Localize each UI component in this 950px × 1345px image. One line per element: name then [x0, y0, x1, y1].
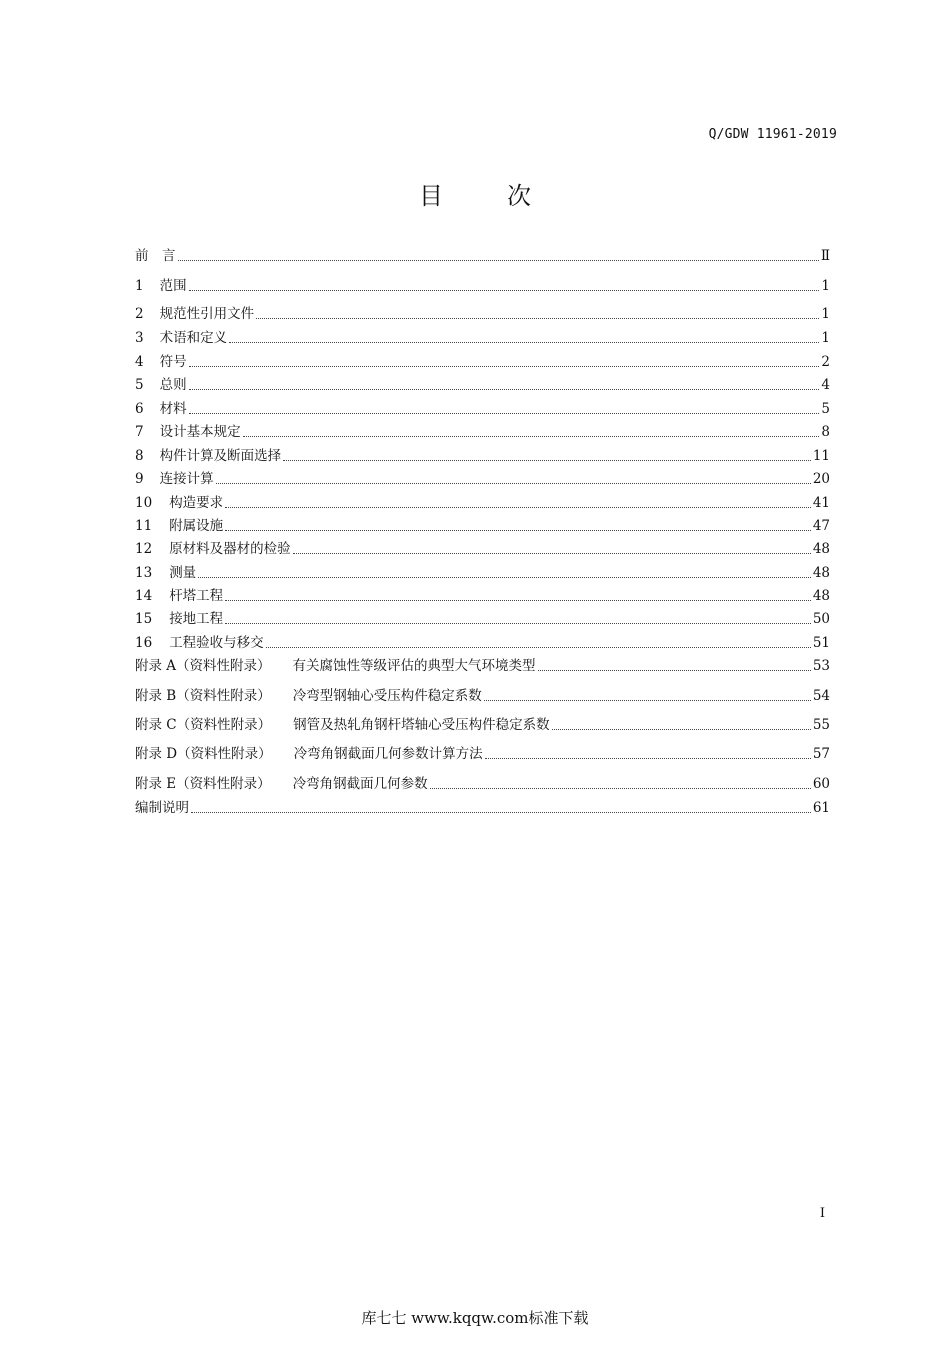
toc-dot-leader — [189, 289, 820, 291]
toc-title-part1: 目 — [419, 182, 443, 210]
toc-entry-page: 61 — [812, 800, 830, 816]
toc-entry[interactable] — [135, 774, 830, 794]
toc-entry-label: 编制说明 — [135, 800, 189, 816]
page-number: I — [819, 1206, 825, 1221]
toc-entry-page: 47 — [812, 518, 830, 534]
toc-entry-label: 附录 E（资料性附录） — [135, 776, 271, 792]
toc-dot-leader — [189, 365, 820, 367]
toc-entry-label: 原材料及器材的检验 — [169, 541, 291, 557]
toc-dot-leader — [198, 576, 811, 578]
toc-entry-label: 附录 C（资料性附录） — [135, 717, 272, 733]
toc-entry-page: 1 — [821, 278, 830, 294]
toc-entry[interactable] — [135, 246, 830, 266]
toc-dot-leader — [538, 669, 811, 671]
toc-entry[interactable] — [135, 539, 830, 559]
toc-entry-number: 1 — [135, 278, 144, 294]
toc-entry-label: 连接计算 — [159, 471, 214, 487]
toc-entry[interactable] — [135, 633, 830, 653]
toc-entry[interactable] — [135, 586, 830, 606]
toc-entry[interactable] — [135, 516, 830, 536]
toc-entry-number: 3 — [135, 330, 144, 346]
toc-entry-label: 材料 — [159, 401, 187, 417]
toc-entry-number: 13 — [135, 565, 153, 581]
toc-entry-page: 11 — [812, 448, 830, 464]
toc-entry-page: 2 — [821, 354, 830, 370]
toc-entry-label: 构件计算及断面选择 — [159, 448, 282, 464]
toc-dot-leader — [283, 459, 811, 461]
toc-entry-label: 规范性引用文件 — [159, 306, 255, 322]
toc-entry-number: 4 — [135, 354, 144, 370]
toc-entry-page: 48 — [812, 565, 830, 581]
toc-entry-appendix-title: 钢管及热轧角钢杆塔轴心受压构件稳定系数 — [293, 717, 550, 733]
toc-entry[interactable] — [135, 304, 830, 324]
toc-entry-number: 14 — [135, 588, 153, 604]
toc-entry-appendix-title: 冷弯角钢截面几何参数计算方法 — [293, 746, 483, 762]
toc-dot-leader — [430, 787, 811, 789]
toc-entry-label: 设计基本规定 — [159, 424, 241, 440]
toc-entry-page: 57 — [812, 746, 830, 762]
toc-dot-leader — [225, 529, 811, 531]
toc-entry-number: 11 — [135, 518, 153, 534]
toc-dot-leader — [189, 412, 820, 414]
toc-entry[interactable] — [135, 744, 830, 764]
toc-entry-label: 附录 D（资料性附录） — [135, 746, 272, 762]
toc-dot-leader — [229, 341, 819, 343]
toc-entry-label: 工程验收与移交 — [169, 635, 264, 651]
toc-entry-page: 41 — [812, 495, 830, 511]
toc-entry[interactable] — [135, 352, 830, 372]
toc-entry-label: 总则 — [159, 377, 187, 393]
toc-dot-leader — [484, 699, 811, 701]
toc-entry-page: 5 — [821, 401, 830, 417]
toc-entry-page: 48 — [812, 541, 830, 557]
toc-entry[interactable] — [135, 715, 830, 735]
toc-dot-leader — [266, 646, 811, 648]
toc-dot-leader — [225, 622, 811, 624]
toc-title-part2: 次 — [507, 182, 531, 210]
toc-dot-leader — [191, 811, 811, 813]
toc-entry-page: 55 — [812, 717, 830, 733]
toc-entry[interactable] — [135, 276, 830, 296]
toc-entry-page: 50 — [812, 611, 830, 627]
toc-entry[interactable] — [135, 375, 830, 395]
toc-entry-number: 9 — [135, 471, 144, 487]
toc-entry-page: 1 — [821, 306, 830, 322]
toc-entry-label: 接地工程 — [169, 611, 224, 627]
toc-entry-number: 5 — [135, 377, 144, 393]
toc-entry-label: 附录 A（资料性附录） — [135, 658, 271, 674]
toc-dot-leader — [225, 599, 811, 601]
toc-entry[interactable] — [135, 446, 830, 466]
toc-entry-page: 60 — [812, 776, 830, 792]
toc-entry[interactable] — [135, 563, 830, 583]
toc-dot-leader — [216, 482, 811, 484]
toc-entry[interactable] — [135, 328, 830, 348]
toc-entry[interactable] — [135, 469, 830, 489]
toc-entry-label: 术语和定义 — [159, 330, 228, 346]
toc-entry-number: 12 — [135, 541, 153, 557]
toc-dot-leader — [189, 388, 820, 390]
toc-entry-number: 15 — [135, 611, 153, 627]
toc-entry-number: 2 — [135, 306, 144, 322]
toc-entry-number: 8 — [135, 448, 144, 464]
toc-entry[interactable] — [135, 609, 830, 629]
toc-dot-leader — [178, 259, 819, 261]
toc-entry-page: 4 — [821, 377, 830, 393]
toc-entry-label: 附录 B（资料性附录） — [135, 688, 271, 704]
toc-entry[interactable] — [135, 422, 830, 442]
toc-entry[interactable] — [135, 399, 830, 419]
toc-entry[interactable] — [135, 686, 830, 706]
toc-entry[interactable] — [135, 656, 830, 676]
toc-entry-number: 7 — [135, 424, 144, 440]
footer-watermark: 库七七 www.kqqw.com标准下载 — [361, 1309, 589, 1327]
toc-entry-number: 16 — [135, 635, 153, 651]
toc-dot-leader — [256, 317, 819, 319]
toc-entry[interactable] — [135, 493, 830, 513]
toc-dot-leader — [485, 757, 811, 759]
toc-entry-label: 前 言 — [135, 248, 176, 264]
toc-entry-page: 51 — [812, 635, 830, 651]
toc-entry-page: 8 — [821, 424, 830, 440]
toc-dot-leader — [552, 728, 811, 730]
toc-entry-label: 范围 — [159, 278, 187, 294]
toc-entry[interactable] — [135, 798, 830, 818]
toc-entry-appendix-title: 冷弯型钢轴心受压构件稳定系数 — [292, 688, 482, 704]
toc-entry-label: 杆塔工程 — [169, 588, 224, 604]
toc-title — [0, 176, 950, 211]
toc-dot-leader — [225, 506, 811, 508]
toc-entry-page: 54 — [812, 688, 830, 704]
document-code: Q/GDW 11961-2019 — [708, 127, 837, 142]
toc-entry-label: 符号 — [159, 354, 187, 370]
toc-entry-label: 测量 — [169, 565, 197, 581]
toc-entry-appendix-title: 有关腐蚀性等级评估的典型大气环境类型 — [292, 658, 536, 674]
toc-entry-page: 1 — [821, 330, 830, 346]
toc-entry-number: 10 — [135, 495, 153, 511]
toc-entry-page: 53 — [812, 658, 830, 674]
toc-dot-leader — [243, 435, 820, 437]
toc-entry-page: Ⅱ — [820, 248, 830, 264]
toc-entry-label: 构造要求 — [169, 495, 224, 511]
toc-entry-page: 20 — [812, 471, 830, 487]
toc-dot-leader — [293, 552, 811, 554]
toc-entry-label: 附属设施 — [169, 518, 224, 534]
toc-entry-appendix-title: 冷弯角钢截面几何参数 — [292, 776, 428, 792]
toc-entry-number: 6 — [135, 401, 144, 417]
toc-entry-page: 48 — [812, 588, 830, 604]
